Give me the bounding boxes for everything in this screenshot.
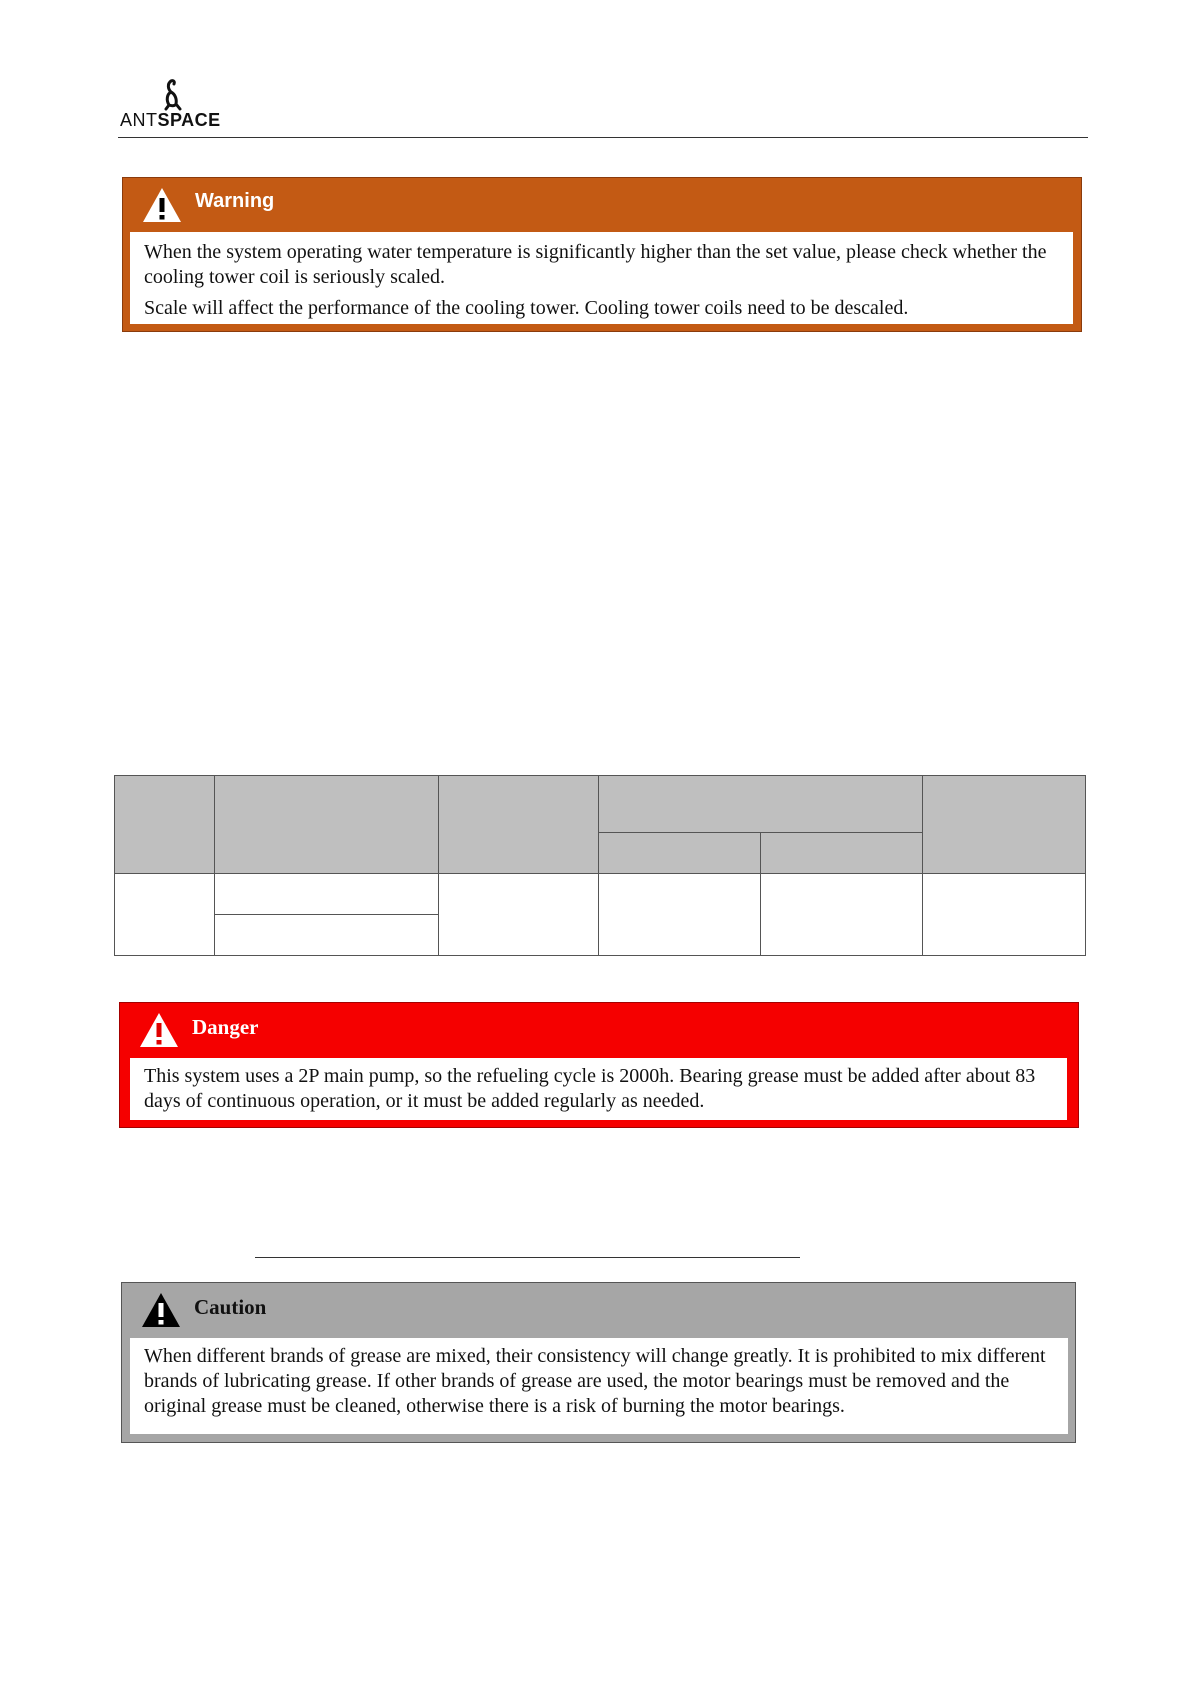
antspace-logo-icon <box>156 78 190 112</box>
table-cell <box>215 874 438 915</box>
table-header-cell <box>923 776 1086 874</box>
table-subheader-cell <box>761 833 923 874</box>
warning-box <box>122 177 1082 332</box>
caution-body <box>130 1338 1068 1434</box>
warning-title-bar <box>123 178 1081 230</box>
table-cell <box>115 874 215 956</box>
caution-title-bar <box>122 1283 1075 1335</box>
warning-triangle-icon <box>138 1011 180 1049</box>
table-header-cell <box>215 776 438 874</box>
warning-line: Scale will affect the performance of the cooling tower. Cooling tower coils need to be descaled. <box>144 297 909 319</box>
table-cell <box>599 874 761 956</box>
warning-title: Warning <box>195 190 275 212</box>
table-cell <box>761 874 923 956</box>
caution-text: When different brands of grease are mixed, their consistency will change greatly. It is prohibited to mix different brands of lubricating grease. If other brands of grease are used, the motor bearings must be removed and the original grease must be cleaned, otherwise there is a risk of burning the motor bearings. <box>144 1345 1046 1417</box>
table-cell <box>215 915 438 956</box>
caution-box <box>121 1282 1076 1443</box>
danger-text: This system uses a 2P main pump, so the refueling cycle is 2000h. Bearing grease must be added after about 83 days of continuous operation, or it must be added regularly as needed. <box>144 1065 1036 1112</box>
header-rule <box>118 137 1088 138</box>
caution-title: Caution <box>194 1295 267 1319</box>
danger-box <box>119 1002 1079 1128</box>
danger-title-bar <box>120 1003 1078 1055</box>
table-header-cell <box>115 776 215 874</box>
table-cell <box>923 874 1086 956</box>
table-subheader-cell <box>599 833 761 874</box>
antspace-logo-text: ANTSPACE <box>120 110 221 130</box>
table-cell <box>438 874 599 956</box>
page-header <box>118 74 1088 138</box>
warning-line: When the system operating water temperature is significantly higher than the set value, please check whether the cooling tower coil is seriously scaled. <box>144 241 1047 288</box>
danger-body <box>130 1058 1067 1120</box>
warning-triangle-icon <box>141 186 183 224</box>
underline-rule <box>255 1257 800 1258</box>
blank-table <box>114 775 1086 956</box>
danger-title: Danger <box>192 1015 259 1039</box>
table-header-cell <box>599 776 923 833</box>
table-header-cell <box>438 776 599 874</box>
warning-body <box>130 232 1073 324</box>
warning-triangle-icon <box>140 1291 182 1329</box>
